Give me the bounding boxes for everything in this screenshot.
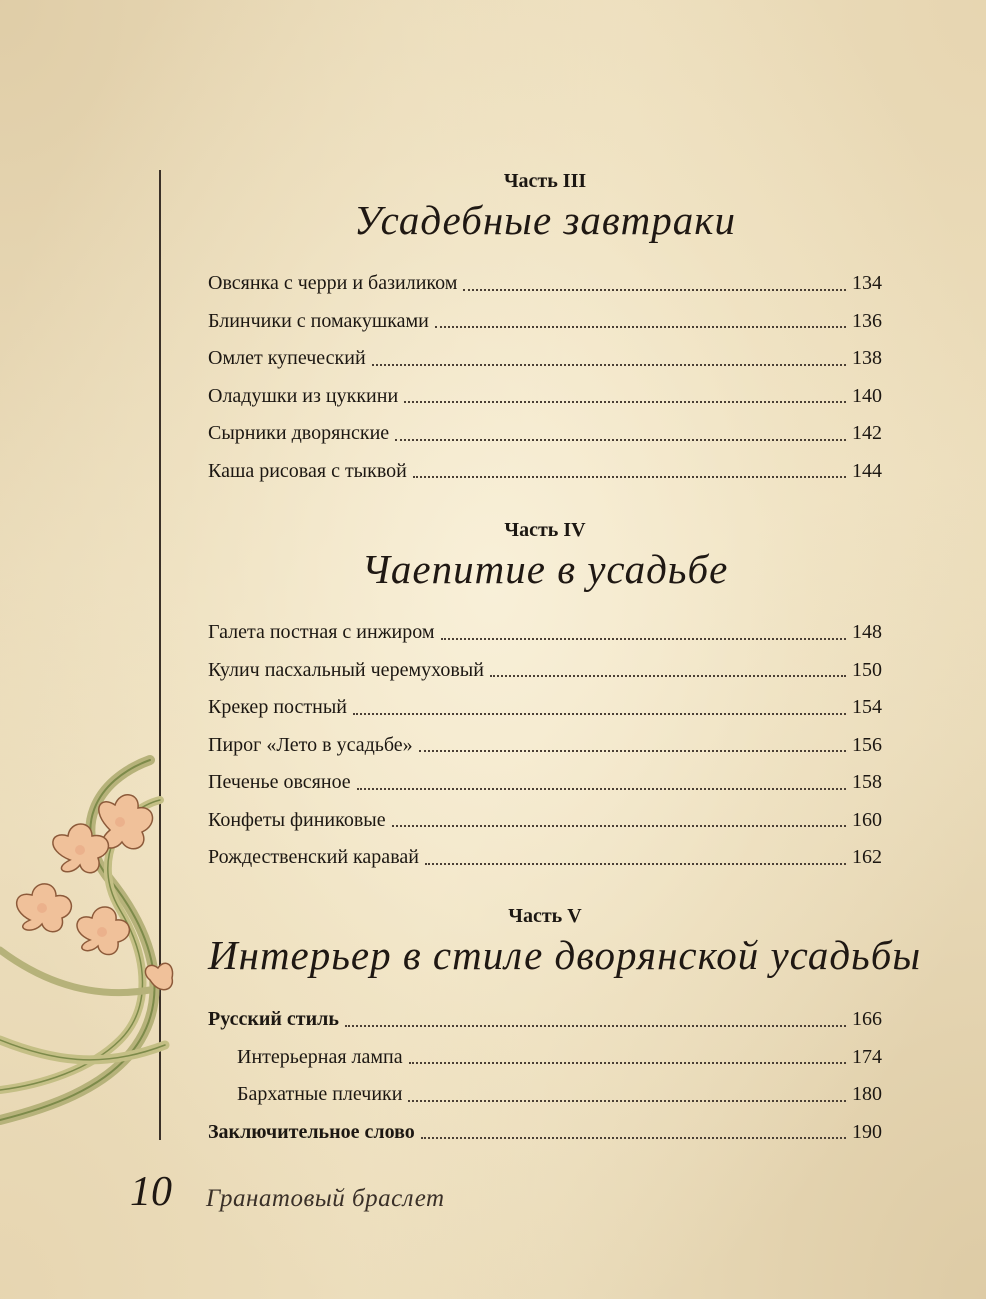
entry-page: 142 [852, 422, 882, 444]
entry-page: 166 [852, 1008, 882, 1030]
dot-leader [357, 788, 846, 790]
toc-entry[interactable] [208, 453, 882, 491]
section-4-title: Чаепитие в усадьбе [361, 546, 729, 592]
entry-title: Каша рисовая с тыквой [208, 459, 407, 482]
dot-leader [421, 1137, 846, 1139]
floral-ornament-icon [0, 740, 175, 1140]
entry-page: 134 [852, 272, 882, 294]
entry-title: Бархатные плечики [237, 1083, 403, 1105]
section-5-title: Интерьер в стиле дворянской усадьбы [208, 932, 922, 978]
entry-page: 136 [852, 309, 882, 332]
dot-leader [372, 364, 846, 366]
page-number: 10 [130, 1169, 172, 1215]
dot-leader [435, 326, 846, 328]
entry-page: 162 [852, 846, 882, 868]
section-4-label: Часть IV [504, 519, 586, 541]
entry-page: 148 [852, 621, 882, 643]
entry-page: 144 [852, 459, 882, 482]
toc-section-3 [208, 265, 882, 490]
dot-leader [353, 713, 846, 715]
entry-page: 190 [852, 1120, 882, 1143]
toc-entry[interactable] [208, 340, 882, 378]
dot-leader [408, 1100, 846, 1102]
toc-entry[interactable] [208, 614, 882, 652]
dot-leader [490, 675, 846, 677]
section-3-label: Часть III [503, 170, 587, 192]
toc-entry[interactable] [208, 265, 882, 303]
entry-title: Интерьерная лампа [237, 1045, 403, 1068]
dot-leader [463, 289, 846, 291]
dot-leader [425, 863, 846, 865]
entry-title: Омлет купеческий [208, 347, 366, 369]
toc-entry[interactable] [208, 1114, 882, 1152]
toc-section-5 [208, 1001, 882, 1151]
dot-leader [345, 1025, 846, 1027]
dot-leader [419, 750, 846, 752]
entry-page: 160 [852, 808, 882, 831]
section-3-title: Усадебные завтраки [354, 197, 736, 243]
entry-title: Блинчики с помакушками [208, 309, 429, 332]
entry-page: 180 [852, 1083, 882, 1105]
toc-entry[interactable] [208, 1039, 882, 1077]
toc-entry[interactable] [208, 839, 882, 877]
toc-entry[interactable] [208, 415, 882, 453]
entry-page: 150 [852, 658, 882, 681]
entry-title: Кулич пасхальный черемуховый [208, 658, 484, 681]
entry-page: 174 [852, 1045, 882, 1068]
toc-entry[interactable] [208, 378, 882, 416]
dot-leader [395, 439, 846, 441]
toc-entry[interactable] [208, 727, 882, 765]
toc-section-4 [208, 614, 882, 877]
entry-page: 138 [852, 347, 882, 369]
toc-entry[interactable] [208, 764, 882, 802]
entry-title: Русский стиль [208, 1008, 339, 1030]
toc-entry[interactable] [208, 652, 882, 690]
dot-leader [409, 1062, 846, 1064]
entry-title: Печенье овсяное [208, 771, 351, 793]
toc-entry[interactable] [208, 802, 882, 840]
entry-title: Конфеты финиковые [208, 808, 386, 831]
entry-page: 156 [852, 733, 882, 756]
dot-leader [392, 825, 846, 827]
entry-page: 140 [852, 384, 882, 407]
toc-entry[interactable] [208, 1001, 882, 1039]
entry-title: Пирог «Лето в усадьбе» [208, 733, 413, 756]
entry-title: Сырники дворянские [208, 422, 390, 444]
running-title: Гранатовый браслет [206, 1185, 445, 1212]
entry-title: Крекер постный [208, 696, 347, 718]
entry-page: 154 [852, 696, 882, 718]
dot-leader [441, 638, 846, 640]
entry-title: Заключительное слово [208, 1120, 415, 1143]
entry-title: Овсянка с черри и базиликом [208, 272, 458, 294]
toc-entry[interactable] [208, 1076, 882, 1114]
dot-leader [413, 476, 846, 478]
entry-title: Рождественский каравай [208, 846, 419, 868]
entry-title: Оладушки из цуккини [208, 384, 399, 407]
entry-page: 158 [852, 771, 882, 793]
dot-leader [404, 401, 846, 403]
toc-entry[interactable] [208, 303, 882, 341]
entry-title: Галета постная с инжиром [208, 621, 435, 643]
toc-entry[interactable] [208, 689, 882, 727]
section-5-label: Часть V [508, 905, 582, 927]
